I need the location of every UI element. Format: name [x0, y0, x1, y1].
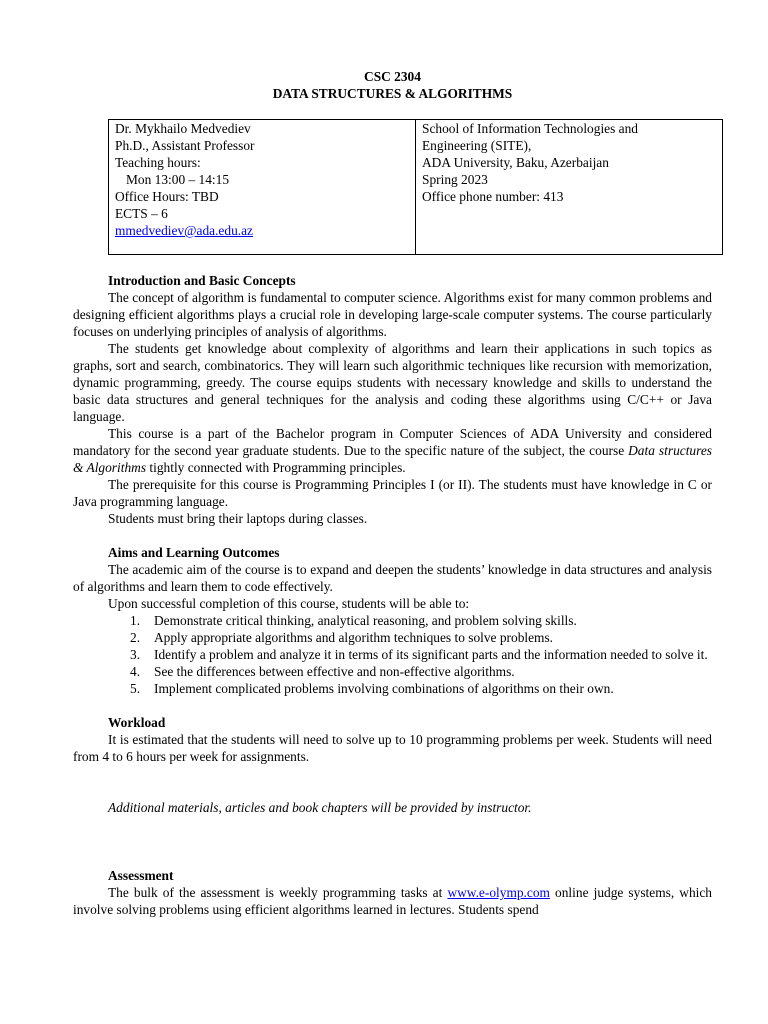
- intro-paragraph-1: The concept of algorithm is fundamental to computer science. Algorithms exist for many common problems and designing efficient algorithms plays a crucial role in developing large-scale computer systems. The course particularly focuses on underlying principles of analysis of algorithms.: [73, 290, 712, 339]
- instructor-name: Dr. Mykhailo Medvediev: [115, 121, 251, 136]
- school-cell: [416, 120, 723, 255]
- workload-heading: Workload: [108, 715, 166, 730]
- outcomes-list: [73, 612, 712, 697]
- instructor-position: Ph.D., Assistant Professor: [115, 138, 255, 153]
- course-name-italic: Data structures & Algorithms: [73, 443, 712, 475]
- intro-heading: Introduction and Basic Concepts: [108, 273, 296, 288]
- instructor-cell: [109, 120, 416, 255]
- school-line2: Engineering (SITE),: [422, 138, 532, 153]
- intro-paragraph-3: This course is a part of the Bachelor program in Computer Sciences of ADA University and considered mandatory for the second year graduate students. Due to the specific nature of the subject, the course Data structures & Algorithms tightly connected with Programming principles.: [73, 426, 712, 475]
- list-item: 5. Implement complicated problems involving combinations of algorithms on their own.: [130, 681, 614, 696]
- list-item: 1. Demonstrate critical thinking, analytical reasoning, and problem solving skills.: [130, 613, 577, 628]
- school-line1: School of Information Technologies and: [422, 121, 638, 136]
- course-code: CSC 2304: [364, 69, 421, 84]
- university: ADA University, Baku, Azerbaijan: [422, 155, 609, 170]
- course-title: DATA STRUCTURES & ALGORITHMS: [272, 86, 513, 101]
- intro-paragraph-5: Students must bring their laptops during classes.: [108, 511, 368, 526]
- intro-paragraph-2: The students get knowledge about complexity of algorithms and learn their applications in such topics as graphs, sort and search, combinatorics. They will learn such algorithmic techniques like recursion with memorization, dynamic programming, greedy. The course equips students with necessary knowledge and skills to understand the basic data structures and general techniques for the analysis and coding these algorithms using C/C++ or Java language.: [73, 341, 712, 424]
- office-hours: Office Hours: TBD: [115, 189, 219, 204]
- assessment-heading: Assessment: [108, 868, 174, 883]
- ects: ECTS – 6: [115, 206, 168, 221]
- intro-paragraph-4: The prerequisite for this course is Programming Principles I (or II). The students must have knowledge in C or Java programming language.: [73, 477, 712, 509]
- office-phone: Office phone number: 413: [422, 189, 564, 204]
- instructor-info-table: [108, 119, 723, 255]
- document-page: [73, 68, 712, 918]
- aims-paragraph-1: The academic aim of the course is to expand and deepen the students’ knowledge in data structures and analysis of algorithms and learn them to code effectively.: [73, 562, 712, 594]
- workload-section: [73, 714, 712, 816]
- teaching-hours: Mon 13:00 – 14:15: [126, 172, 230, 187]
- assessment-section: [73, 867, 712, 918]
- email-link[interactable]: mmedvediev@ada.edu.az: [115, 223, 253, 238]
- list-item: 3. Identify a problem and analyze it in terms of its significant parts and the information needed to solve it.: [130, 647, 708, 662]
- e-olymp-link[interactable]: www.e-olymp.com: [447, 885, 550, 900]
- additional-materials-note: Additional materials, articles and book chapters will be provided by instructor.: [108, 800, 532, 815]
- list-item: 4. See the differences between effective and non-effective algorithms.: [130, 664, 515, 679]
- list-item: 2. Apply appropriate algorithms and algorithm techniques to solve problems.: [130, 630, 554, 645]
- teaching-hours-label: Teaching hours:: [115, 155, 201, 170]
- semester: Spring 2023: [422, 172, 488, 187]
- intro-section: [73, 272, 712, 527]
- aims-paragraph-2: Upon successful completion of this course, students will be able to:: [108, 596, 470, 611]
- workload-paragraph: It is estimated that the students will need to solve up to 10 programming problems per week. Students will need from 4 to 6 hours per week for assignments.: [73, 732, 712, 764]
- assessment-paragraph: The bulk of the assessment is weekly programming tasks at www.e-olymp.com online judge systems, which involve solving problems using efficient algorithms learned in lectures. Students spend: [73, 885, 712, 917]
- aims-heading: Aims and Learning Outcomes: [108, 545, 280, 560]
- aims-section: [73, 544, 712, 697]
